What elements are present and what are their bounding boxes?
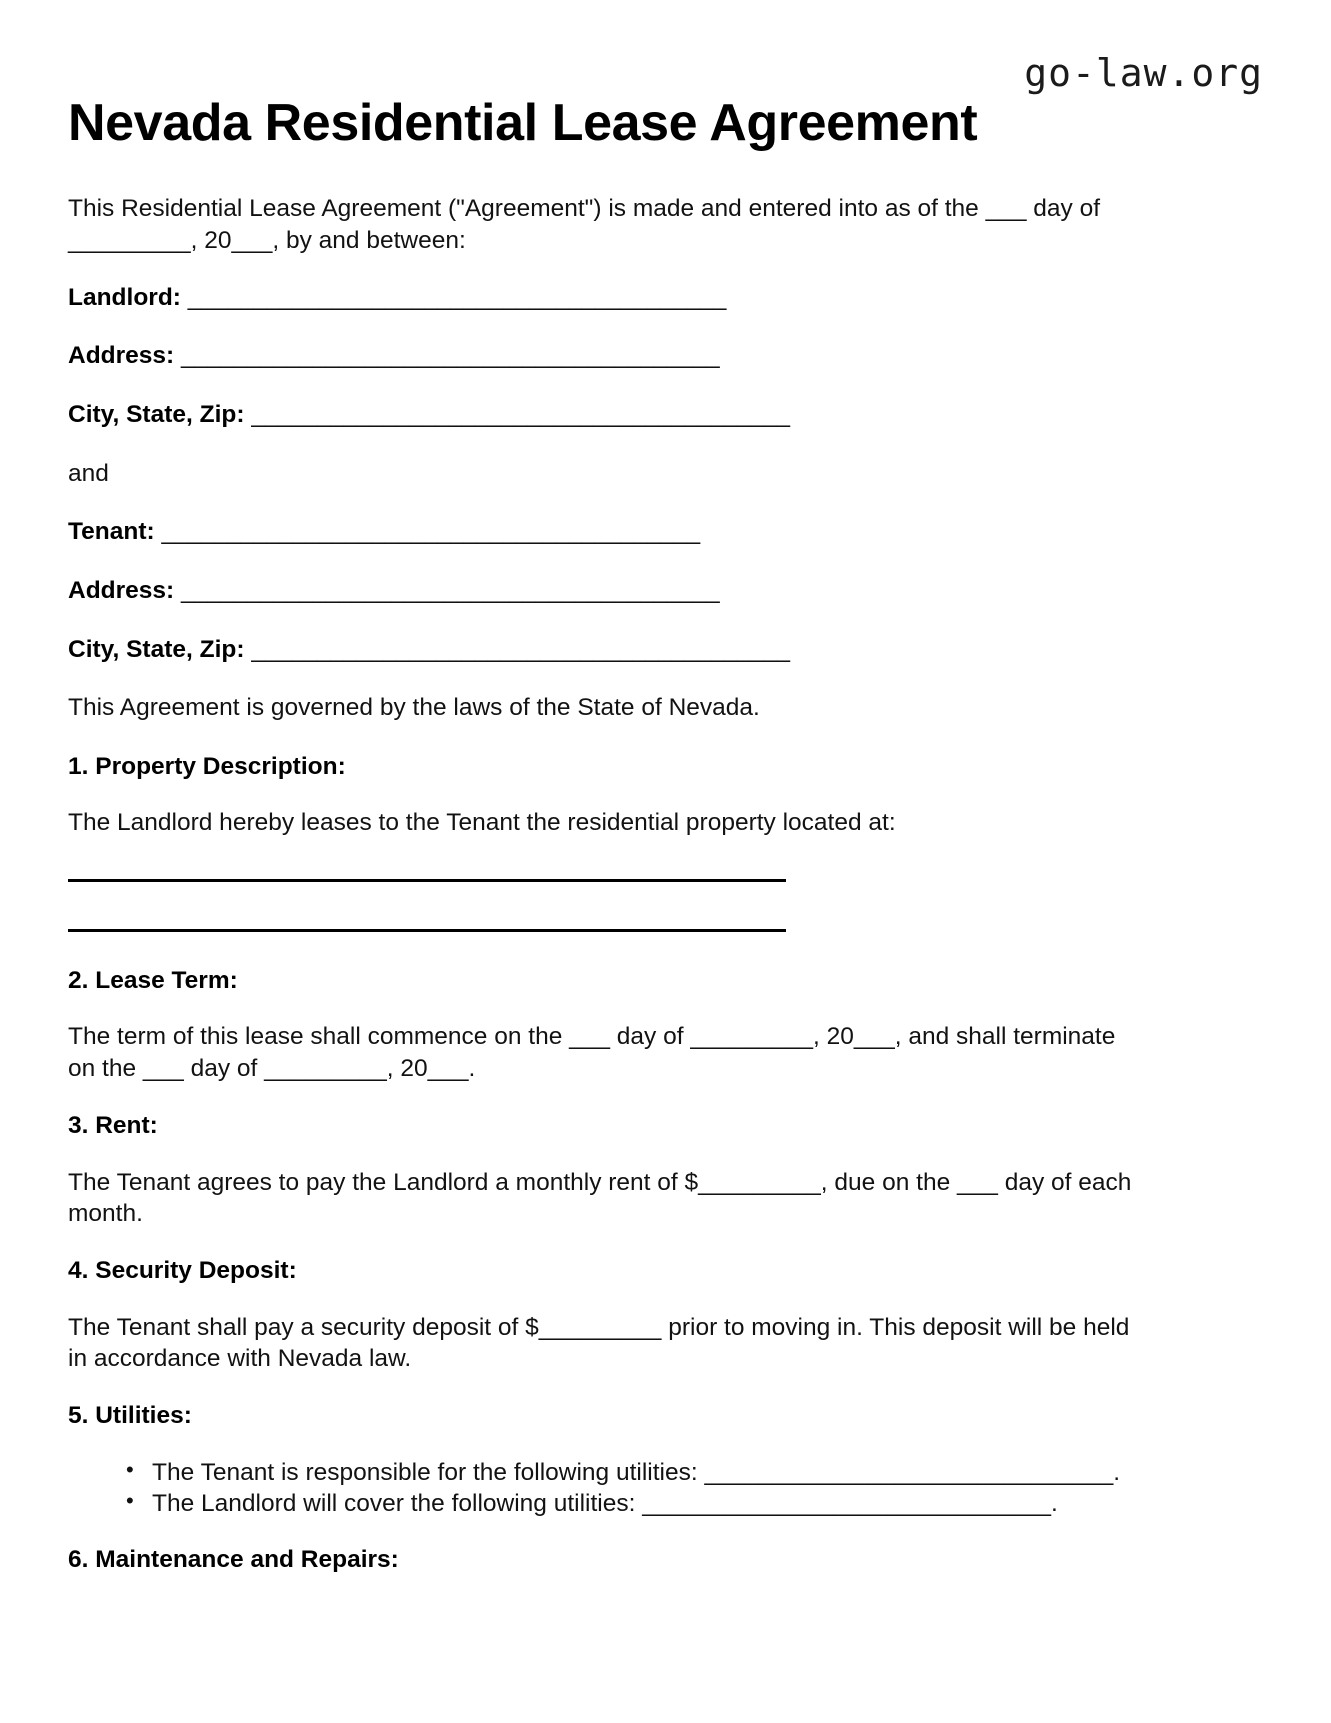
field-tenant-blank[interactable]: _________________________________________ [161, 518, 700, 546]
section-heading-1: 1. Property Description: [68, 752, 346, 780]
field-landlord-address-label: Address: [68, 342, 175, 370]
section-body-2: The term of this lease shall commence on the ___ day of _________, 20___, and shall terminate on the ___ day of _________, 20___. [68, 1023, 1116, 1083]
field-tenant [68, 517, 1263, 548]
list-item[interactable]: • The Tenant is responsible for the following utilities: ______________________________. [126, 1457, 1263, 1488]
intro-paragraph: This Residential Lease Agreement ("Agreement") is made and entered into as of the ___ day of _________, 20___, by and between: [68, 195, 1101, 254]
property-description-rule-2[interactable] [68, 929, 786, 932]
field-tenant-citystatezip-blank[interactable]: _________________________________________ [251, 635, 790, 663]
field-tenant-address [68, 576, 1263, 607]
field-landlord-citystatezip-blank[interactable]: _________________________________________ [251, 401, 790, 429]
section-body-4: The Tenant shall pay a security deposit of $_________ prior to moving in. This deposit will be held in accordance with Nevada law. [68, 1313, 1130, 1373]
section-heading-6: 6. Maintenance and Repairs: [68, 1546, 399, 1574]
section-heading-4: 4. Security Deposit: [68, 1257, 297, 1285]
property-description-rule-1[interactable] [68, 879, 786, 882]
field-landlord-label: Landlord: [68, 283, 181, 311]
brand-row [68, 0, 1263, 96]
field-tenant-address-blank[interactable]: _________________________________________ [181, 576, 720, 604]
field-landlord [68, 283, 1263, 314]
field-landlord-citystatezip [68, 400, 1263, 431]
field-tenant-address-label: Address: [68, 576, 175, 604]
section-heading-2: 2. Lease Term: [68, 967, 238, 995]
governing-law-text: This Agreement is governed by the laws of the State of Nevada. [68, 694, 760, 722]
field-landlord-blank[interactable]: _________________________________________ [187, 283, 726, 311]
page-title: Nevada Residential Lease Agreement [68, 94, 978, 152]
field-landlord-address [68, 341, 1263, 372]
go-law-logo: go-law.org [1024, 51, 1263, 95]
list-item[interactable]: • The Landlord will cover the following utilities: ______________________________. [126, 1488, 1263, 1519]
field-landlord-address-blank[interactable]: _________________________________________ [181, 342, 720, 370]
section-heading-5: 5. Utilities: [68, 1402, 192, 1430]
field-tenant-label: Tenant: [68, 518, 155, 546]
field-tenant-citystatezip-label: City, State, Zip: [68, 635, 245, 663]
section-body-3: The Tenant agrees to pay the Landlord a monthly rent of $_________, due on the ___ day of each month. [68, 1168, 1132, 1228]
section-heading-3: 3. Rent: [68, 1112, 158, 1140]
field-tenant-citystatezip [68, 635, 1263, 666]
section-body-1: The Landlord hereby leases to the Tenant the residential property located at: [68, 809, 896, 837]
parties-conjunction: and [68, 459, 109, 487]
utilities-list [68, 1457, 1263, 1520]
property-description-blank-lines [68, 879, 1263, 932]
field-landlord-citystatezip-label: City, State, Zip: [68, 401, 245, 429]
